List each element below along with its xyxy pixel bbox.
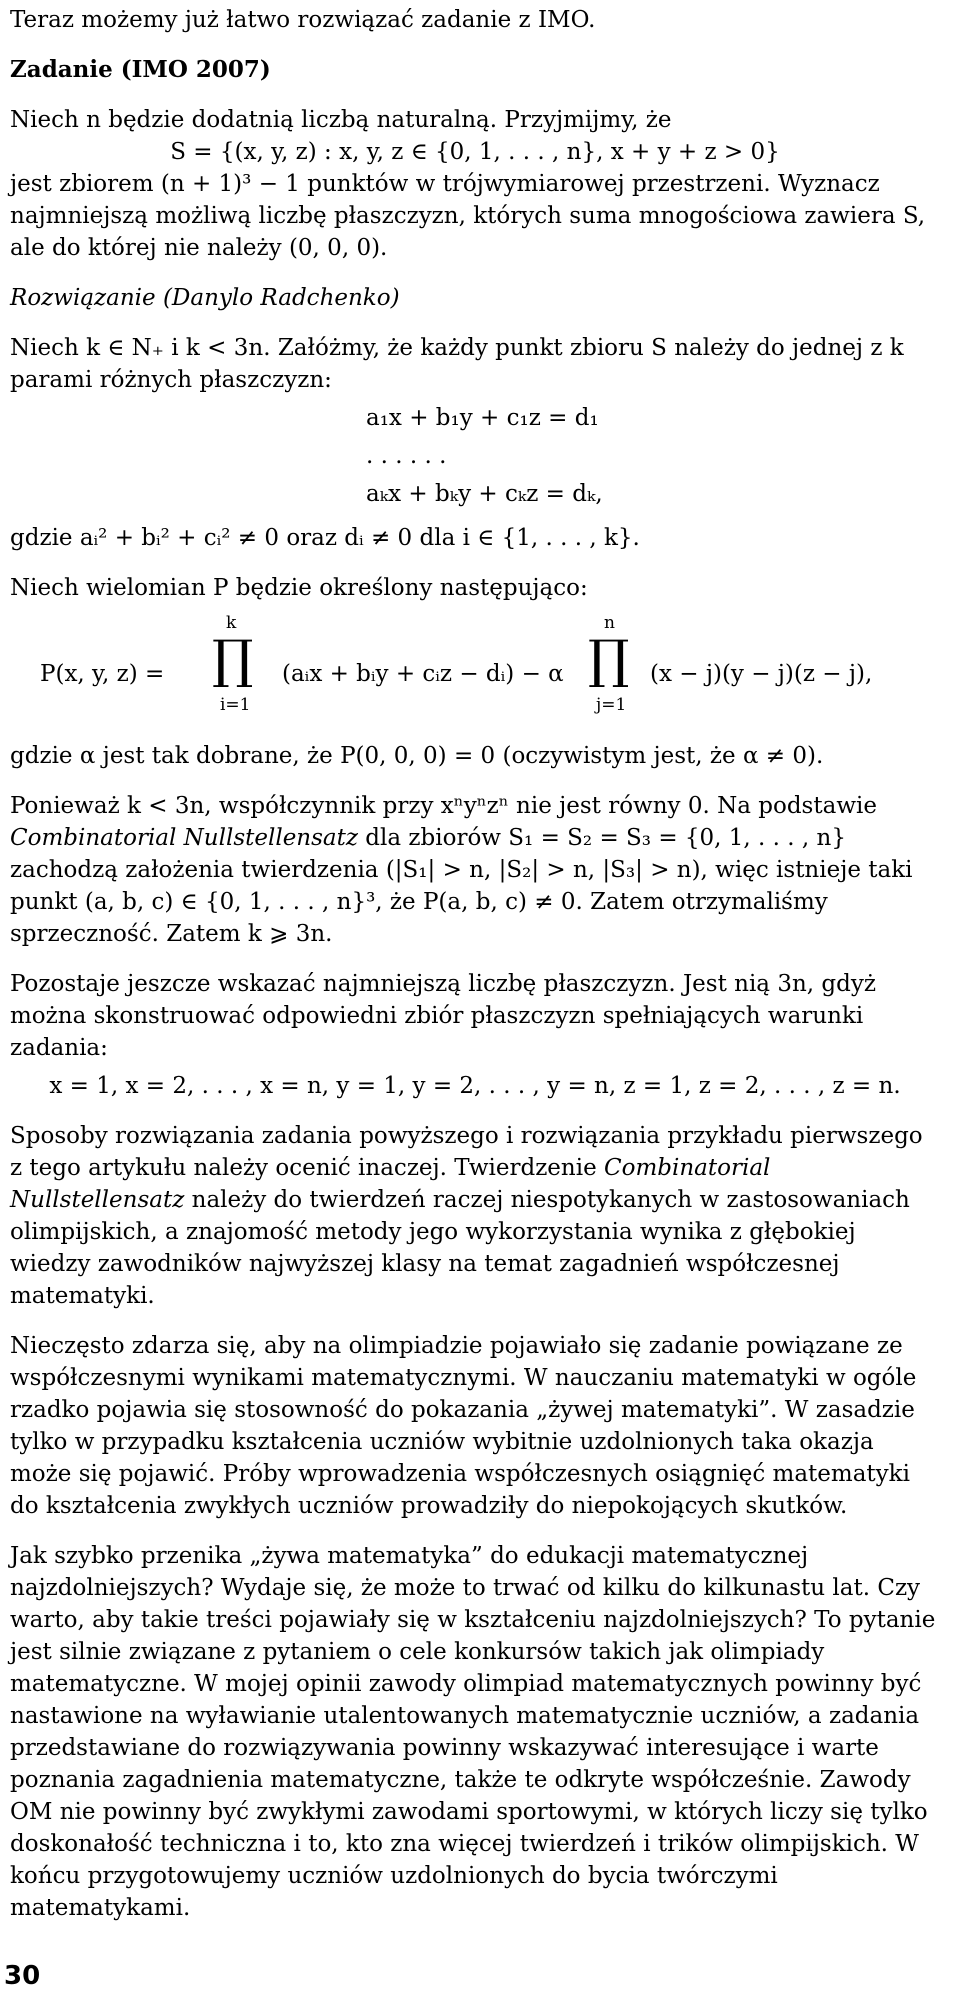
argument-text-a: Ponieważ k < 3n, współczynnik przy xⁿyⁿzⁿ nie jest równy 0. Na podstawie (10, 793, 877, 819)
paragraph-methods-b: należy do twierdzeń raczej niespotykanych w zastosowaniach olimpijskich, a znajomość metody jego wykorzystania wynika z głębokiej wiedzy zawodników najwyższej klasy na temat zagadnień współczesnej matematyki. (10, 1187, 910, 1309)
product1-lower: i=1 (220, 695, 251, 715)
intro-line: Teraz możemy już łatwo rozwiązać zadanie z IMO. (10, 7, 596, 33)
polynomial-intro: Niech wielomian P będzie określony następująco: (10, 575, 588, 601)
paragraph-modern-results: Nieczęsto zdarza się, aby na olimpiadzie pojawiało się zadanie powiązane ze współczesnymi wynikami matematycznymi. W nauczaniu matematyki w ogóle rzadko pojawia się stosowność do pokazania „żywej matematyki”. W zasadzie tylko w przypadku kształcenia uczniów wybitnie uzdolnionych taka okazja może się pojawić. Próby wprowadzenia współczesnych osiągnięć matematyki do kształcenia zwykłych uczniów prowadziły do niepokojących skutków. (10, 1333, 917, 1519)
paragraph-methods-theorem: Combinatorial Nullstellensatz (10, 1155, 771, 1213)
problem-line1: Niech n będzie dodatnią liczbą naturalną. Przyjmijmy, że (10, 107, 672, 133)
equation-first: a₁x + b₁y + c₁z = d₁ (366, 405, 599, 431)
solution-assumption: Niech k ∈ N₊ i k < 3n. Załóżmy, że każdy punkt zbioru S należy do jednej z k parami różnych płaszczyzn: (10, 335, 904, 393)
set-definition: S = {(x, y, z) : x, y, z ∈ {0, 1, . . . , n}, x + y + z > 0} (170, 139, 780, 165)
coefficient-condition: gdzie aᵢ² + bᵢ² + cᵢ² ≠ 0 oraz dᵢ ≠ 0 dla i ∈ {1, . . . , k}. (10, 525, 640, 551)
solution-author: Rozwiązanie (Danylo Radchenko) (10, 285, 400, 311)
planes-list: x = 1, x = 2, . . . , x = n, y = 1, y = 2, . . . , y = n, z = 1, z = 2, . . . , z = n. (49, 1073, 901, 1099)
page-number: 30 (4, 1961, 41, 1991)
product1-upper: k (226, 613, 237, 633)
polynomial-factor2: (x − j)(y − j)(z − j), (650, 661, 873, 687)
product1-symbol: ∏ (212, 630, 254, 690)
argument-theorem-name: Combinatorial Nullstellensatz (10, 825, 358, 851)
paragraph-methods (10, 1120, 940, 1312)
paragraph-living-math: Jak szybko przenika „żywa matematyka” do edukacji matematycznej najzdolniejszych? Wydaje się, że może to trwać od kilku do kilkunastu lat. Czy warto, aby takie treści pojawiały się w kształceniu najzdolniejszych? To pytanie jest silnie związane z pytaniem o cele konkursów takich jak olimpiady matematyczne. W mojej opinii zawody olimpiad matematycznych powinny być nastawione na wyławianie utalentowanych matematycznie uczniów, a zadania przedstawiane do rozwiązywania powinny wskazywać interesujące i warte poznania zagadnienia matematyczne, także te odkryte współcześnie. Zawody OM nie powinny być zwykłymi zawodami sportowymi, w których liczy się tylko doskonałość techniczna i to, kto zna więcej twierdzeń i trików olimpijskich. W końcu przygotowujemy uczniów uzdolnionych do bycia twórczymi matematykami. (10, 1543, 936, 1921)
plane-equations (10, 402, 940, 516)
polynomial-definition (10, 614, 940, 734)
argument-paragraph (10, 790, 940, 950)
argument-text-b: dla zbiorów S₁ = S₂ = S₃ = {0, 1, . . . , n} zachodzą założenia twierdzenia (|S₁| > n, |S₂| > n, |S₃| > n), więc istnieje taki punkt (a, b, c) ∈ {0, 1, . . . , n}³, że P(a, b, c) ≠ 0. Zatem otrzymaliśmy sprzeczność. Zatem k ⩾ 3n. (10, 825, 913, 947)
product2-upper: n (604, 613, 615, 633)
equation-dots: . . . . . . (366, 443, 447, 469)
alpha-note: gdzie α jest tak dobrane, że P(0, 0, 0) = 0 (oczywistym jest, że α ≠ 0). (10, 743, 824, 769)
product2-symbol: ∏ (588, 630, 630, 690)
problem-title: Zadanie (IMO 2007) (10, 56, 271, 83)
polynomial-lhs: P(x, y, z) = (40, 661, 165, 687)
remaining-paragraph: Pozostaje jeszcze wskazać najmniejszą liczbę płaszczyzn. Jest nią 3n, gdyż można skonstruować odpowiedni zbiór płaszczyzn spełniających warunki zadania: (10, 971, 876, 1061)
product2-lower: j=1 (596, 695, 627, 715)
paragraph-methods-a: Sposoby rozwiązania zadania powyższego i rozwiązania przykładu pierwszego z tego artykułu należy ocenić inaczej. Twierdzenie (10, 1123, 923, 1181)
problem-text: jest zbiorem (n + 1)³ − 1 punktów w trójwymiarowej przestrzeni. Wyznacz najmniejszą możliwą liczbę płaszczyzn, których suma mnogościowa zawiera S, ale do której nie należy (0, 0, 0). (10, 171, 926, 261)
polynomial-factor1: (aᵢx + bᵢy + cᵢz − dᵢ) − α (282, 661, 564, 687)
equation-last: aₖx + bₖy + cₖz = dₖ, (366, 481, 603, 507)
